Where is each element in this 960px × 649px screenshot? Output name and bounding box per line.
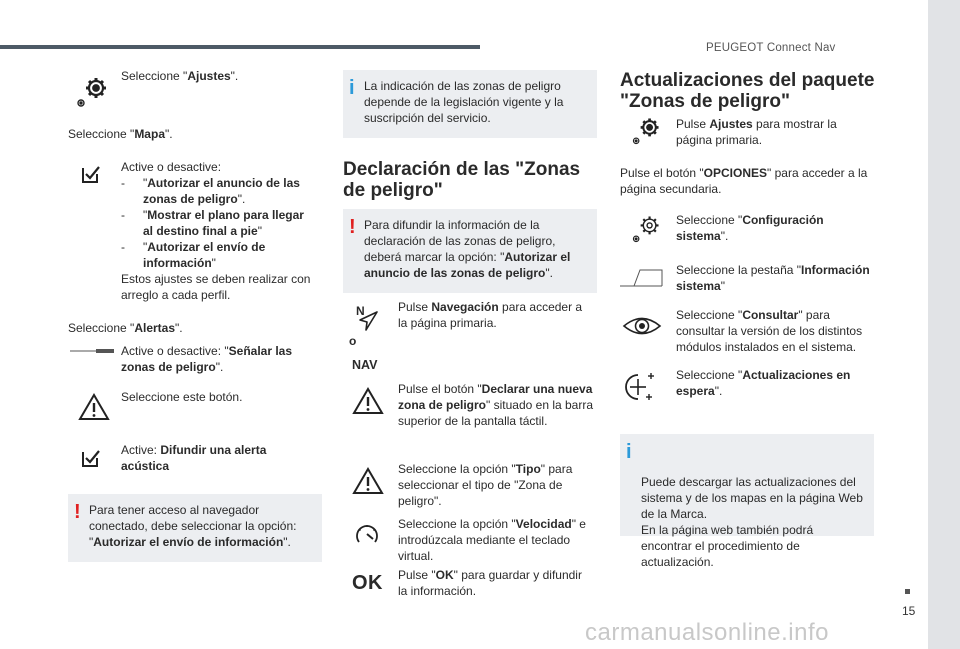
warning-mark-icon: ! [349, 216, 356, 238]
side-bar [928, 0, 960, 649]
warning-triangle-icon [352, 386, 384, 416]
section-heading-declaration: Declaración de las "Zonas de peligro" [343, 159, 581, 201]
warning-triangle-icon [78, 392, 110, 422]
declare-zone-text: Pulse el botón "Declarar una nueva zona de peligro" situado en la barra superior de la pantalla táctil. [398, 382, 594, 428]
nav-or-text: o [349, 334, 357, 348]
top-rule [0, 45, 480, 49]
updates-icon [622, 370, 662, 404]
gear-icon [628, 212, 664, 246]
press-ok-text: Pulse "OK" para guardar y difundir la información. [398, 568, 582, 598]
select-speed-text: Seleccione la opción "Velocidad" e introdúzcala mediante el teclado virtual. [398, 517, 586, 563]
navigation-arrow-icon [357, 308, 381, 334]
select-updates-text: Seleccione "Actualizaciones en espera". [676, 368, 851, 398]
select-map-text: Seleccione "Mapa". [68, 127, 173, 141]
select-alerts-text: Seleccione "Alertas". [68, 321, 183, 335]
warning-triangle-icon [352, 466, 384, 496]
select-info-tab-text: Seleccione la pestaña "Información sistema" [676, 263, 870, 293]
slider-icon [70, 345, 116, 357]
option-3: - "Autorizar el envío de información" [121, 239, 317, 271]
section-heading-updates: Actualizaciones del paquete "Zonas de peligro" [620, 70, 875, 112]
gear-icon [628, 114, 664, 148]
gear-icon [72, 72, 112, 112]
info-note-downloads: i Puede descargar las actualizaciones del sistema y de los mapas en la página Web de la Marca. En la página web también podrá encontrar el procedimiento de actualización. [620, 434, 874, 536]
warning-mark-icon: ! [74, 501, 81, 523]
press-settings-text: Pulse Ajustes para mostrar la página primaria. [676, 117, 837, 147]
checkbox-icon [80, 447, 102, 469]
page-dot [905, 589, 910, 594]
activate-options-block [121, 159, 317, 303]
ok-icon: OK [352, 572, 383, 594]
info-mark-icon: i [349, 77, 355, 99]
watermark: carmanualsonline.info [585, 619, 829, 646]
activate-intro: Active o desactive: [121, 160, 222, 174]
manual-title: PEUGEOT Connect Nav [706, 42, 836, 54]
press-options-text: Pulse el botón "OPCIONES" para acceder a la página secundaria. [620, 166, 868, 196]
select-type-text: Seleccione la opción "Tipo" para seleccionar el tipo de "Zona de peligro". [398, 462, 573, 508]
checkbox-icon [80, 163, 102, 185]
nav-label: NAV [352, 358, 378, 372]
option-2: - "Mostrar el plano para llegar al destino final a pie" [121, 207, 317, 239]
settings-profile-text: Estos ajustes se deben realizar con arreglo a cada perfil. [121, 272, 311, 302]
nav-n-letter: N [356, 304, 365, 318]
select-settings-text: Seleccione "Ajustes". [121, 69, 239, 83]
page-number: 15 [902, 604, 916, 618]
warning-note-declaration: ! Para difundir la información de la declaración de las zonas de peligro, deberá marcar la opción: "Autorizar el anuncio de las zonas de peligro". [343, 209, 597, 293]
info-note-legislation: i La indicación de las zonas de peligro depende de la legislación vigente y la suscripción del servicio. [343, 70, 597, 138]
select-configuration-text: Seleccione "Configuración sistema". [676, 213, 824, 243]
sound-alert-text: Active: Difundir una alerta acústica [121, 443, 267, 473]
warning-note-connected: ! Para tener acceso al navegador conectado, debe seleccionar la opción: "Autorizar el envío de información". [68, 494, 322, 562]
speedometer-icon [353, 520, 381, 548]
option-1: - "Autorizar el anuncio de las zonas de peligro". [121, 175, 317, 207]
eye-icon [622, 313, 662, 339]
select-consult-text: Seleccione "Consultar" para consultar la versión de los distintos módulos instalados en el sistema. [676, 308, 863, 354]
press-navigation-text: Pulse Navegación para acceder a la página primaria. [398, 300, 583, 330]
signal-zones-text: Active o desactive: "Señalar las zonas de peligro". [121, 344, 293, 374]
tab-icon [620, 268, 664, 288]
info-mark-icon: i [626, 441, 632, 463]
select-button-text: Seleccione este botón. [121, 390, 243, 404]
